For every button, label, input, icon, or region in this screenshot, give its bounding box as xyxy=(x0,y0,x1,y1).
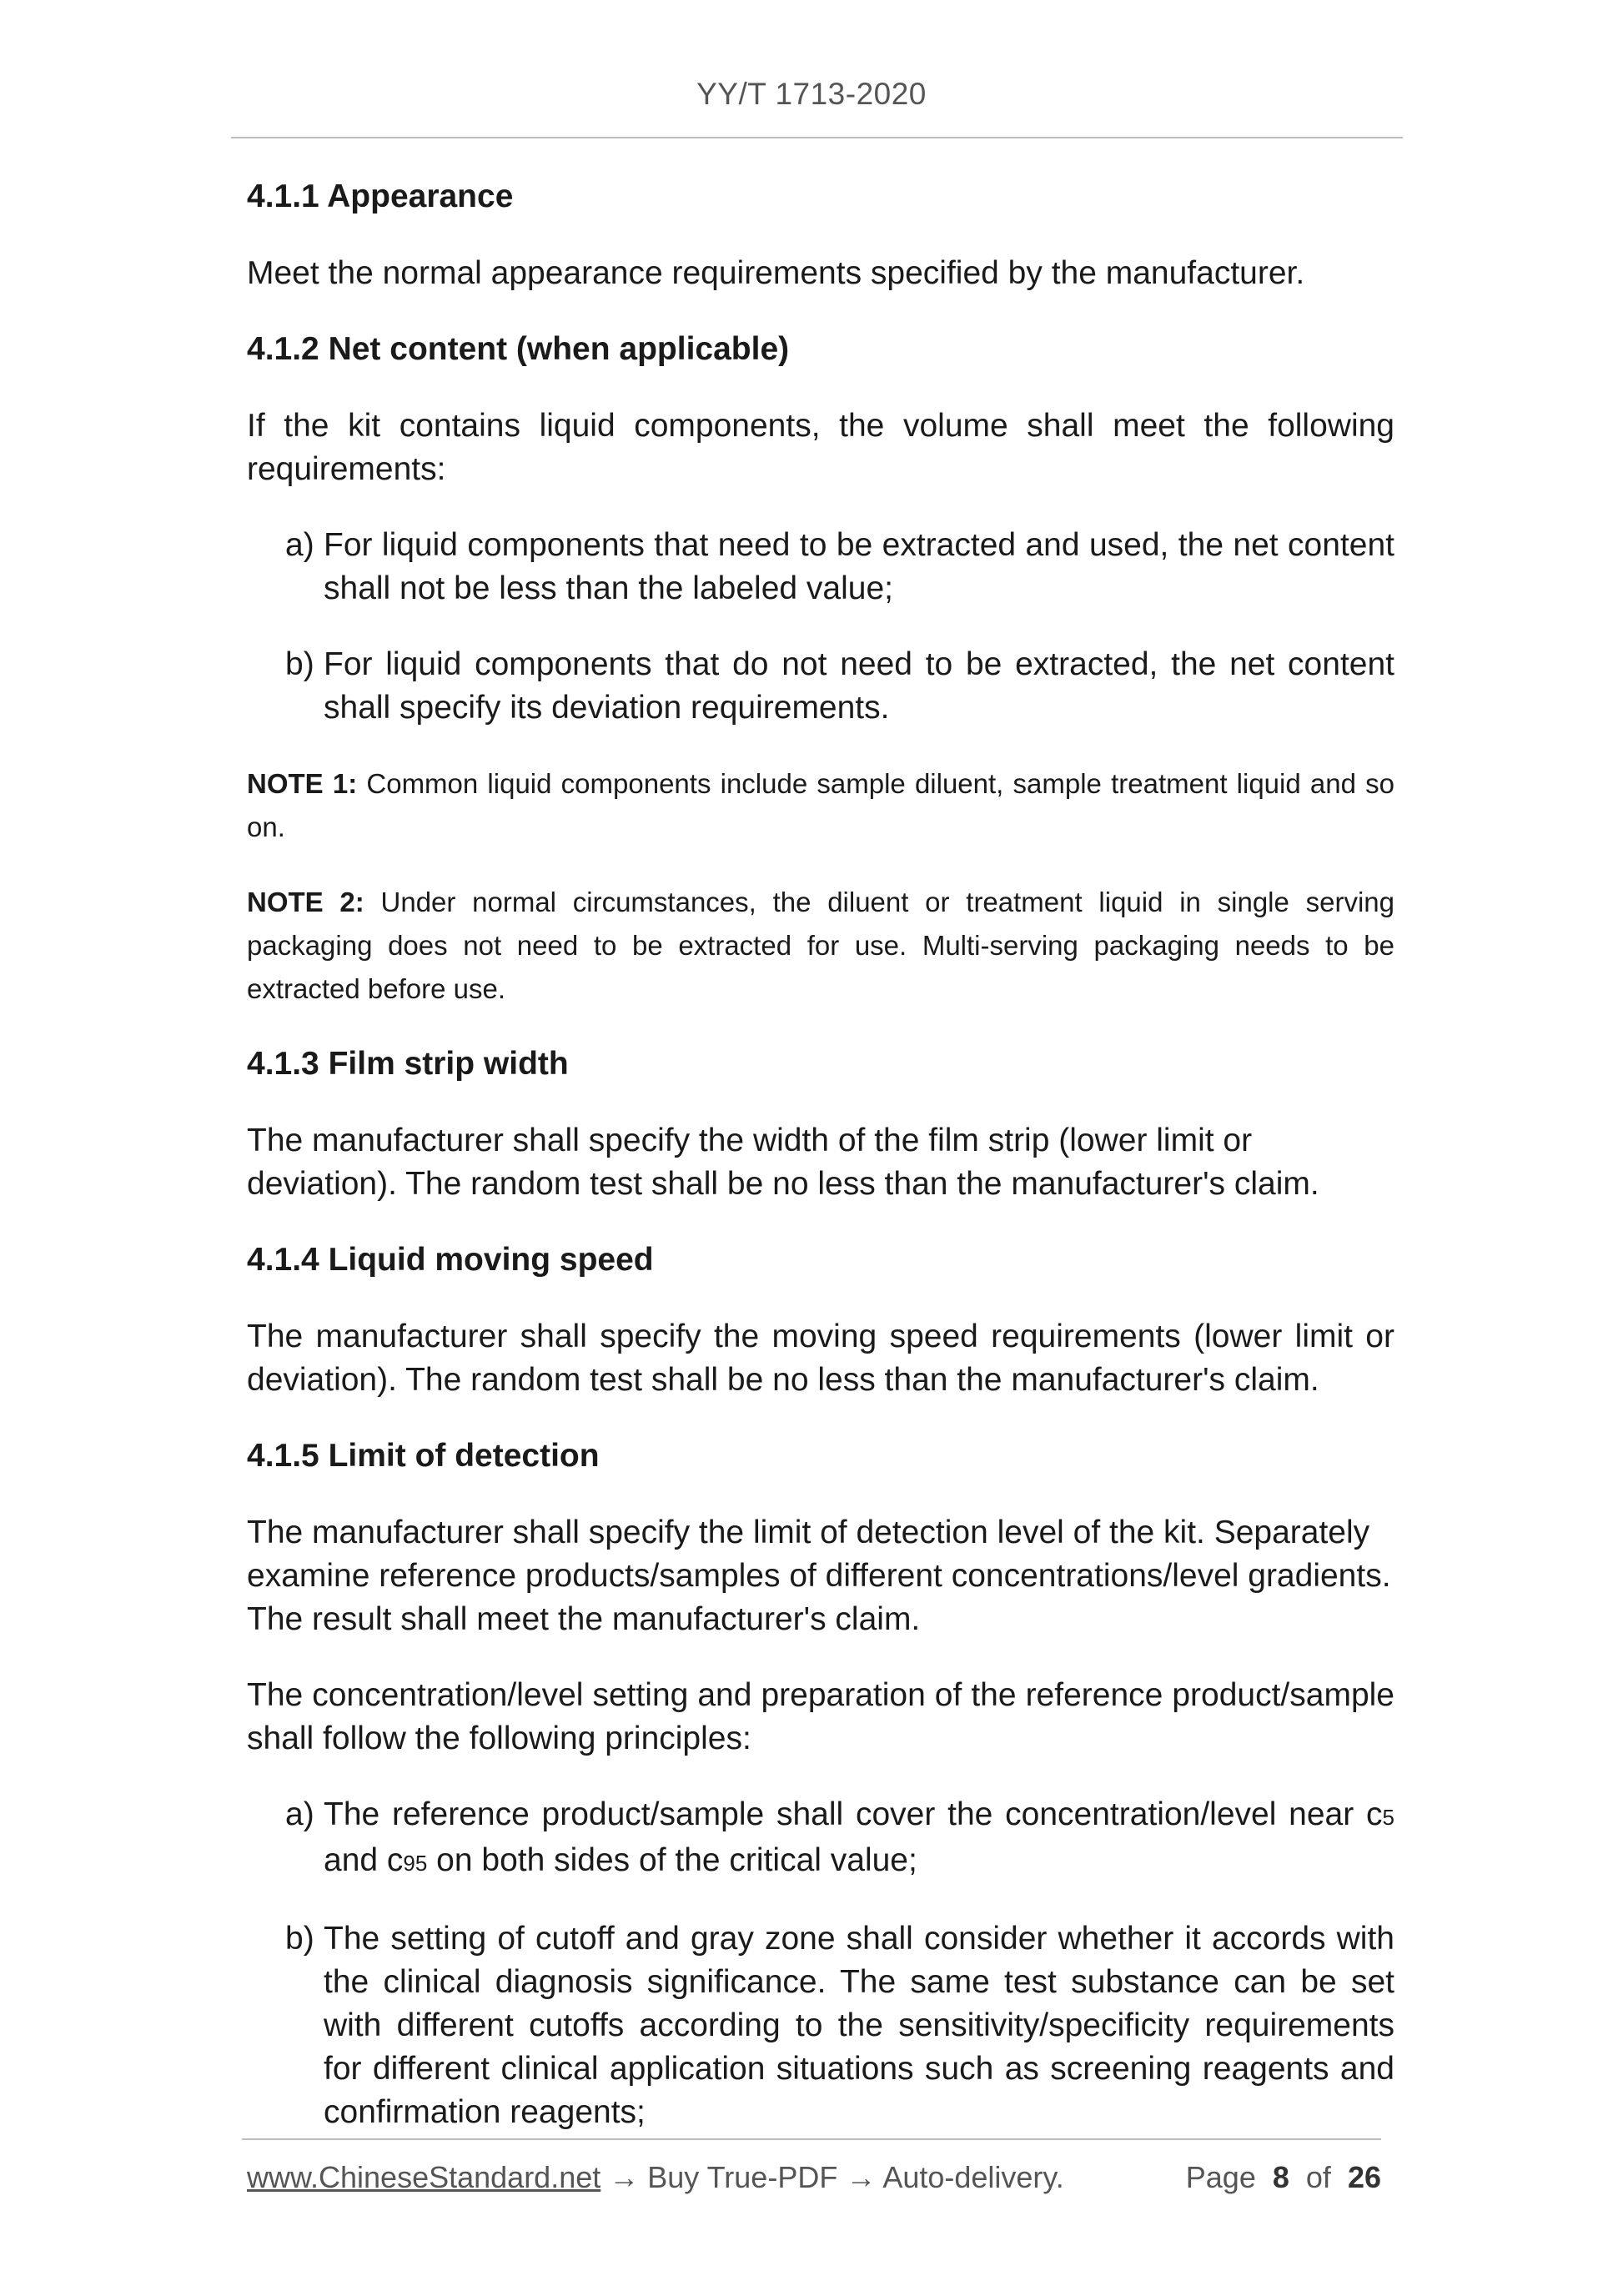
list-marker: a) xyxy=(285,1796,314,1832)
page-footer xyxy=(247,2160,1381,2195)
list-item-a xyxy=(247,1793,1394,1885)
website-link[interactable]: www.ChineseStandard.net xyxy=(247,2160,601,2194)
text-run: The reference product/sample shall cover the concentration/level near c xyxy=(324,1796,1383,1832)
list-item-b xyxy=(247,643,1394,730)
section-heading-4-1-4: 4.1.4 Liquid moving speed xyxy=(247,1242,654,1278)
page-indicator xyxy=(1186,2160,1381,2195)
document-body xyxy=(247,175,1394,2167)
document-header-title: YY/T 1713-2020 xyxy=(696,77,927,111)
header-divider xyxy=(231,137,1403,138)
section-heading-4-1-5: 4.1.5 Limit of detection xyxy=(247,1438,600,1474)
of-word: of xyxy=(1305,2160,1331,2194)
paragraph-liquid-moving-speed: The manufacturer shall specify the moving speed requirements (lower limit or deviation). The random test shall be no less than the manufacturer's claim. xyxy=(247,1319,1394,1398)
subscript-95: 95 xyxy=(403,1851,428,1876)
section-heading-4-1-3: 4.1.3 Film strip width xyxy=(247,1046,569,1082)
footer-tagline: → Buy True-PDF → Auto-delivery. xyxy=(600,2160,1064,2194)
list-marker: a) xyxy=(285,527,314,563)
text-run: on both sides of the critical value; xyxy=(427,1842,917,1878)
note-1 xyxy=(247,762,1394,849)
note-label: NOTE 2: xyxy=(247,887,364,917)
note-label: NOTE 1: xyxy=(247,768,358,799)
section-heading-4-1-2: 4.1.2 Net content (when applicable) xyxy=(247,331,790,367)
list-item-b xyxy=(247,1917,1394,2134)
paragraph-appearance: Meet the normal appearance requirements specified by the manufacturer. xyxy=(247,255,1305,291)
note-text: Common liquid components include sample diluent, sample treatment liquid and so on. xyxy=(247,768,1394,842)
paragraph-reference-principles: The concentration/level setting and preparation of the reference product/sample shall follow the following principles: xyxy=(247,1677,1394,1756)
list-marker: b) xyxy=(285,646,314,682)
note-text: Under normal circumstances, the diluent or treatment liquid in single serving packaging does not need to be extracted for use. Multi-serving packaging needs to be extracted before use. xyxy=(247,887,1394,1004)
paragraph-limit-of-detection: The manufacturer shall specify the limit of detection level of the kit. Separately examine reference products/samples of different concentrations/level gradients. The result shall meet the manufacturer's claim. xyxy=(247,1515,1391,1637)
subscript-5: 5 xyxy=(1382,1805,1394,1830)
list-item-text: The setting of cutoff and gray zone shall consider whether it accords with the clinical diagnosis significance. The same test substance can be set with different cutoffs according to the sensitivity/specificity requirements for different clinical application situations such as screening reagents and confirmation reagents; xyxy=(324,1921,1394,2130)
list-marker: b) xyxy=(285,1921,314,1957)
list-item-text: For liquid components that need to be extracted and used, the net content shall not be less than the labeled value; xyxy=(324,527,1394,606)
list-item-text xyxy=(324,1796,1394,1878)
list-item-text: For liquid components that do not need to be extracted, the net content shall specify its deviation requirements. xyxy=(324,646,1394,726)
text-run: and c xyxy=(324,1842,404,1878)
list-item-a xyxy=(247,524,1394,610)
current-page-number: 8 xyxy=(1272,2160,1289,2194)
footer-divider xyxy=(242,2138,1381,2140)
note-2 xyxy=(247,881,1394,1011)
total-page-count: 26 xyxy=(1347,2160,1381,2194)
section-heading-4-1-1: 4.1.1 Appearance xyxy=(247,178,514,214)
paragraph-film-strip-width: The manufacturer shall specify the width of the film strip (lower limit or deviation). The random test shall be no less than the manufacturer's claim. xyxy=(247,1123,1319,1202)
paragraph-net-content-intro: If the kit contains liquid components, the volume shall meet the following requirements: xyxy=(247,408,1394,487)
page-word: Page xyxy=(1185,2160,1256,2194)
